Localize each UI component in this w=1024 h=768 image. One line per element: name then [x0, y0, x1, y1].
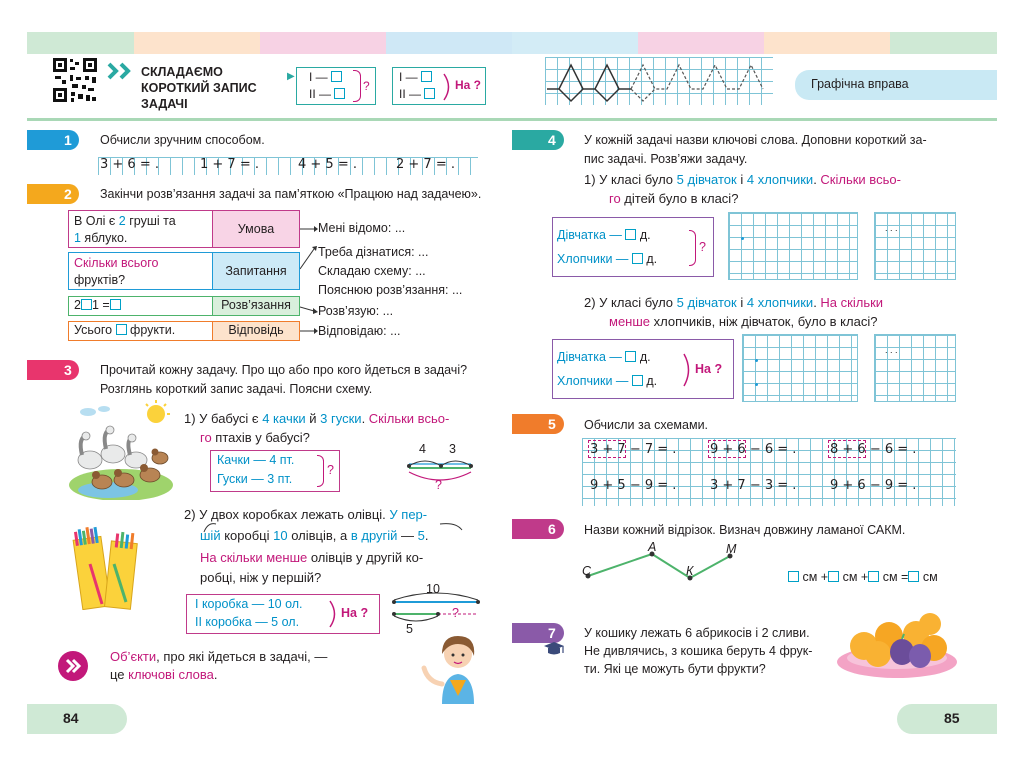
graduation-cap-icon — [542, 640, 566, 658]
problem-4-1-line2 — [609, 189, 738, 208]
note-line: Розв’язую: ... — [318, 304, 394, 318]
key-note-line1 — [110, 647, 327, 666]
brace-icon — [689, 230, 696, 266]
short-record-3-1 — [210, 450, 340, 492]
problem-4-1-line1 — [584, 170, 901, 189]
note-line: Відповідаю: ... — [318, 324, 401, 338]
record-unit: д. — [639, 228, 651, 242]
task-text: Обчисли за схемами. — [584, 418, 709, 432]
expression: 2 + 7 = . — [396, 157, 455, 172]
curved-arrow-icon — [441, 72, 453, 102]
text: 1) У бабусі є — [184, 411, 263, 426]
text: олівців у другій ко- — [307, 550, 424, 565]
problem-3-2-line4: робці, ніж у першій? — [200, 570, 322, 585]
length-formula — [788, 568, 938, 587]
cell-text: фрукти. — [130, 323, 176, 337]
cell-text: Усього — [74, 323, 113, 337]
record-line: Хлопчики — — [557, 252, 629, 266]
task-text: Назви кожний відрізок. Визнач довжину ламаної САКМ. — [584, 523, 906, 537]
record-unit: д. — [639, 350, 651, 364]
formula-part: см + — [802, 570, 829, 584]
problem-4-2-line1 — [584, 293, 883, 312]
task-number: 7 — [548, 625, 556, 641]
section-title — [141, 64, 257, 112]
text: 2) У двох коробках лежать олівці. — [184, 507, 390, 522]
header-strip — [27, 32, 134, 54]
text: . — [213, 667, 218, 682]
section-title-line: ЗАДАЧІ — [141, 97, 188, 111]
curved-arrow-icon — [681, 352, 693, 388]
task-number: 2 — [64, 186, 72, 202]
task-text-line: Прочитай кожну задачу. Про що або про кого йдеться в задачі? — [100, 363, 468, 377]
keyword: в другій — [350, 528, 398, 543]
cell-label: Запитання — [225, 264, 287, 278]
pencil-boxes-illustration — [72, 524, 140, 610]
task-number: 1 — [64, 132, 72, 148]
curved-arrow-icon — [327, 599, 339, 629]
text: — — [397, 528, 418, 543]
text: . — [813, 295, 821, 310]
condition-label — [212, 210, 300, 248]
question-text: Скільки всьо- — [368, 411, 450, 426]
record-line: I коробка — 10 ол. — [195, 597, 303, 611]
expression: 9 + 6 − 9 = . — [830, 478, 917, 493]
keyword: шій — [200, 528, 221, 543]
fruit-plate-illustration — [834, 612, 960, 680]
record-line: Дівчатка — — [557, 350, 622, 364]
task-text-line: пис задачі. Розв’яжи задачу. — [584, 152, 748, 166]
record-line: Гуски — 3 пт. — [217, 472, 293, 486]
note-line: Треба дізнатися: ... — [318, 245, 429, 259]
problem-4-2-line2 — [609, 312, 877, 331]
cell-text: В Олі є — [74, 214, 119, 228]
short-record-3-2 — [186, 594, 380, 634]
scheme-row-label: I — — [399, 70, 418, 84]
question-text: менше — [609, 314, 651, 329]
graphic-exercise-banner — [795, 70, 997, 100]
answer-grid — [728, 212, 858, 280]
page-number: 84 — [63, 710, 79, 726]
header-strip — [134, 32, 260, 54]
record-line: II коробка — 5 ол. — [195, 615, 300, 629]
task-number: 5 — [548, 416, 556, 432]
point-label: М — [726, 542, 737, 556]
graphic-exercise-title: Графічна вправа — [811, 77, 909, 91]
expression: 3 + 7 − 7 = . — [590, 442, 677, 457]
girl-teacher-illustration — [420, 624, 496, 704]
text: коробці — [220, 528, 274, 543]
task-6-tab — [512, 519, 564, 539]
text: . — [813, 172, 821, 187]
record-question: На ? — [695, 362, 723, 376]
point-label: С — [582, 564, 592, 578]
double-chevron-icon — [107, 62, 135, 86]
point-label: К — [686, 564, 694, 578]
task-text — [584, 131, 927, 169]
task-text — [100, 361, 467, 399]
answer-grid — [742, 334, 858, 402]
keyword: 3 гуски — [320, 411, 362, 426]
scheme-value: 10 — [426, 582, 440, 596]
short-record-4-2 — [552, 339, 734, 399]
formula-part: см + — [842, 570, 869, 584]
task-number: 4 — [548, 132, 556, 148]
record-question: ? — [327, 463, 334, 477]
record-question: На ? — [341, 606, 369, 620]
graphic-exercise-grid — [545, 57, 773, 105]
task-text-line: Розглянь короткий запис задачі. Поясни схему. — [100, 382, 373, 396]
record-question: ? — [699, 240, 706, 254]
text: 1) У класі було — [584, 172, 677, 187]
keyword: Об’єкти — [110, 649, 157, 664]
scheme-value: 5 — [406, 622, 413, 636]
section-title-line: КОРОТКИЙ ЗАПИС — [141, 81, 257, 95]
text: , про які йдеться в задачі, — — [156, 649, 328, 664]
text: . — [361, 411, 369, 426]
task-text: Обчисли зручним способом. — [100, 133, 265, 147]
expression: 8 + 6 − 6 = . — [830, 442, 917, 457]
task-5-tab — [512, 414, 564, 434]
question-text: го — [609, 191, 621, 206]
scheme-question: ? — [435, 478, 442, 492]
keyword: ключові слова — [128, 667, 214, 682]
expression: 3 + 6 = . — [100, 157, 159, 172]
section-title-line: СКЛАДАЄМО — [141, 65, 223, 79]
dashed-frame — [588, 440, 626, 458]
answer-label — [212, 321, 300, 341]
text: дітей було в класі? — [620, 191, 739, 206]
arrow-right-icon: ▶ — [287, 71, 295, 82]
text: хлопчиків, ніж дівчаток, було в класі? — [650, 314, 878, 329]
scheme-value: 4 — [419, 442, 426, 456]
problem-3-2-line3 — [200, 548, 423, 567]
formula-part: см — [922, 570, 938, 584]
header-strip — [764, 32, 890, 54]
header-strip — [386, 32, 512, 54]
cell-label: Розв’язання — [221, 298, 291, 312]
task-text-line: Не дивлячись, з кошика беруть 4 фрук- — [584, 644, 813, 658]
condition-cell — [68, 210, 214, 248]
question-cell — [68, 252, 214, 290]
record-line: Хлопчики — — [557, 374, 629, 388]
task-number: 3 — [64, 362, 72, 378]
header-strip — [260, 32, 386, 54]
cell-number: 1 — [74, 231, 81, 245]
scheme-row-label: II — — [309, 87, 332, 101]
record-unit: д. — [646, 374, 658, 388]
cell-label: Умова — [237, 222, 275, 236]
formula-part: см = — [882, 570, 909, 584]
task-1-grid — [98, 157, 478, 175]
cell-text: яблуко. — [80, 231, 128, 245]
keyword: 10 — [273, 528, 288, 543]
solution-label — [212, 296, 300, 316]
header-strip — [890, 32, 997, 54]
question-text: На скільки — [820, 295, 884, 310]
keyword: У пер- — [389, 507, 428, 522]
record-unit: д. — [646, 252, 658, 266]
scheme-question: ? — [363, 79, 370, 93]
keyword: 5 дівчаток — [676, 295, 737, 310]
text: це — [110, 667, 129, 682]
scheme-value: 3 — [449, 442, 456, 456]
keyword: 5 — [417, 528, 425, 543]
keyword: 4 хлопчики — [746, 172, 814, 187]
cell-text: Скільки всього — [74, 256, 159, 270]
scheme-label: На ? — [455, 78, 482, 92]
keyword: 5 дівчаток — [676, 172, 737, 187]
text: й — [305, 411, 321, 426]
brace-icon — [353, 70, 361, 102]
scheme-sample-sum — [287, 67, 376, 105]
cell-text: груші та — [125, 214, 176, 228]
task-text: Закінчи розв’язання задачі за пам’яткою «Працюю над задачею». — [100, 187, 482, 201]
task-5-grid — [582, 438, 956, 506]
expression: 3 + 7 − 3 = . — [710, 478, 797, 493]
cell-label: Відповідь — [228, 323, 284, 337]
record-line: Качки — 4 пт. — [217, 453, 295, 467]
page-number: 85 — [944, 710, 960, 726]
text: . — [424, 528, 429, 543]
text: і — [736, 172, 747, 187]
expression: 9 + 6 − 6 = . — [710, 442, 797, 457]
note-line: Пояснюю розв’язання: ... — [318, 283, 463, 297]
header-strip — [638, 32, 764, 54]
text: олівців, а — [287, 528, 351, 543]
curved-arrow-icon — [200, 518, 480, 540]
text: птахів у бабусі? — [211, 430, 310, 445]
expression: 4 + 5 = . — [298, 157, 357, 172]
task-text — [584, 624, 812, 678]
cell-text: фруктів? — [74, 273, 126, 287]
answer-cell — [68, 321, 214, 341]
scheme-sample-difference — [392, 67, 486, 105]
dashed-frame — [708, 440, 746, 458]
geese-illustration — [68, 400, 174, 500]
task-number: 6 — [548, 521, 556, 537]
scheme-row-label: II — — [399, 87, 422, 101]
key-note-line2 — [110, 665, 218, 684]
cell-number: 2 — [118, 214, 126, 228]
expression: 1 + 7 = . — [200, 157, 259, 172]
task-text-line: ти. Які це можуть бути фрукти? — [584, 662, 766, 676]
segment-scheme-3-1 — [405, 442, 479, 492]
question-text: Скільки всьо- — [820, 172, 901, 187]
task-text-line: У кожній задачі назви ключові слова. Доповни короткий за- — [584, 133, 927, 147]
arrows — [300, 215, 320, 345]
text: 2) У класі було — [584, 295, 677, 310]
brace-icon — [317, 455, 324, 487]
question-label — [212, 252, 300, 290]
polyline-sakm — [580, 538, 750, 588]
keyword: 4 качки — [262, 411, 306, 426]
answer-grid: . . . — [874, 212, 956, 280]
dashed-frame — [828, 440, 866, 458]
record-line: Дівчатка — — [557, 228, 622, 242]
question-text: На скільки менше — [200, 550, 308, 565]
question-text: го — [200, 430, 212, 445]
header-strip — [512, 32, 638, 54]
header-divider — [27, 118, 997, 121]
expression: 9 + 5 − 9 = . — [590, 478, 677, 493]
answer-grid: . . . — [874, 334, 956, 402]
problem-3-1-line1 — [184, 409, 449, 428]
scheme-row-label: I — — [309, 70, 328, 84]
note-line: Мені відомо: ... — [318, 221, 406, 235]
keyword: 4 хлопчики — [746, 295, 814, 310]
note-line: Складаю схему: ... — [318, 264, 426, 278]
qr-code-icon — [52, 57, 98, 103]
key-note-icon — [58, 651, 88, 681]
solution-cell: 2 1 = — [68, 296, 214, 316]
task-4-tab — [512, 130, 564, 150]
point-label: А — [648, 540, 657, 554]
text: і — [736, 295, 747, 310]
problem-3-1-line2 — [200, 428, 310, 447]
task-text-line: У кошику лежать 6 абрикосів і 2 сливи. — [584, 626, 810, 640]
scheme-question: ? — [452, 606, 459, 620]
short-record-4-1 — [552, 217, 714, 277]
